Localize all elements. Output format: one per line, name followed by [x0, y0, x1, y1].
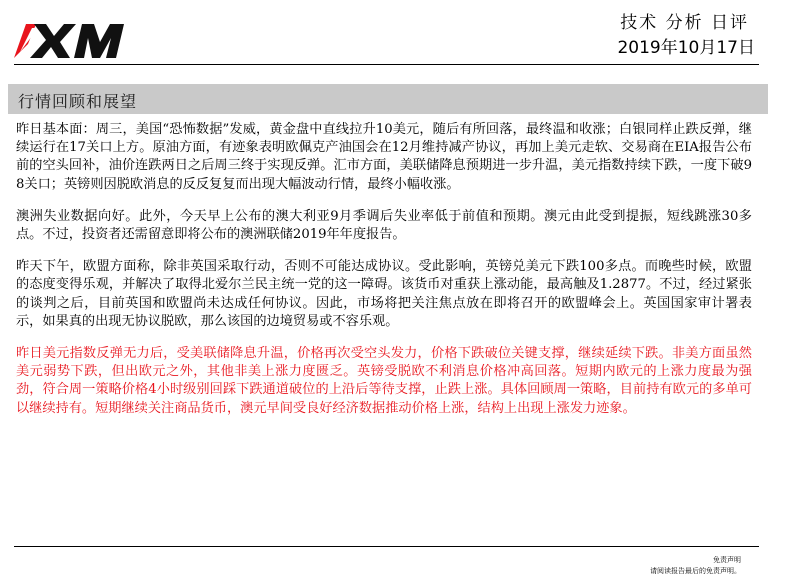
section-title: 行情回顾和展望 — [18, 92, 138, 111]
report-body — [16, 121, 752, 432]
paragraph-brexit: 昨天下午，欧盟方面称，除非英国采取行动，否则不可能达成协议。受此影响，英镑兑美元下跌100多点。而晚些时候，欧盟的态度变得乐观，并解决了取得北爱尔兰民主统一党的这一障碍。该货币对重获上涨动能，最高触及1.2877。不过，经过紧张的谈判之后，目前英国和欧盟尚未达成任何协议。因此，市场将把关注焦点放在即将召开的欧盟峰会上。英国国家审计署表示，如果真的出现无协议脱欧，那么该国的边境贸易或不容乐观。 — [16, 259, 752, 329]
paragraph-fundamentals: 昨日基本面：周三，美国“恐怖数据”发威，黄金盘中直线拉升10美元，随后有所回落，最终温和收涨；白银同样止跌反弹，继续运行在17关口上方。原油方面，有迹象表明欧佩克产油国会在12月维持减产协议，再加上美元走软、交易商在EIA报告公布前的空头回补，油价连跌两日之后周三终于实现反弹。汇市方面，美联储降息预期进一步升温，美元指数持续下跌，一度下破98关口；英镑则因脱欧消息的反反复复而出现大幅波动行情，最终小幅收涨。 — [16, 122, 752, 192]
header-divider — [14, 64, 759, 65]
disclaimer-label: 免责声明 — [713, 556, 741, 564]
document-type-label: 技术 分析 日评 — [620, 13, 749, 33]
footer-divider — [14, 546, 759, 547]
paragraph-australia: 澳洲失业数据向好。此外，今天早上公布的澳大利亚9月季调后失业率低于前值和预期。澳元由此受到提振，短线跳涨30多点。不过，投资者还需留意即将公布的澳洲联储2019年年度报告。 — [16, 208, 752, 243]
xm-logo — [12, 14, 130, 62]
disclaimer-note: 请阅读报告最后的免责声明。 — [650, 567, 741, 575]
report-date: 2019年10月17日 — [617, 38, 755, 58]
section-header-bar — [8, 84, 768, 114]
paragraph-usd-analysis: 昨日美元指数反弹无力后，受美联储降息升温，价格再次受空头发力，价格下跌破位关键支撑，继续延续下跌。非美方面虽然美元弱势下跌，但出欧元之外，其他非美上涨力度匮乏。英镑受脱欧不利消息价格冲高回落。短期内欧元的上涨力度最为强劲，符合周一策略价格4小时级别回踩下跌通道破位的上沿后等待支撑，止跌上涨。具体回顾周一策略，目前持有欧元的多单可以继续持有。短期继续关注商品货币，澳元早间受良好经济数据推动价格上涨，结构上出现上涨发力迹象。 — [16, 346, 752, 416]
